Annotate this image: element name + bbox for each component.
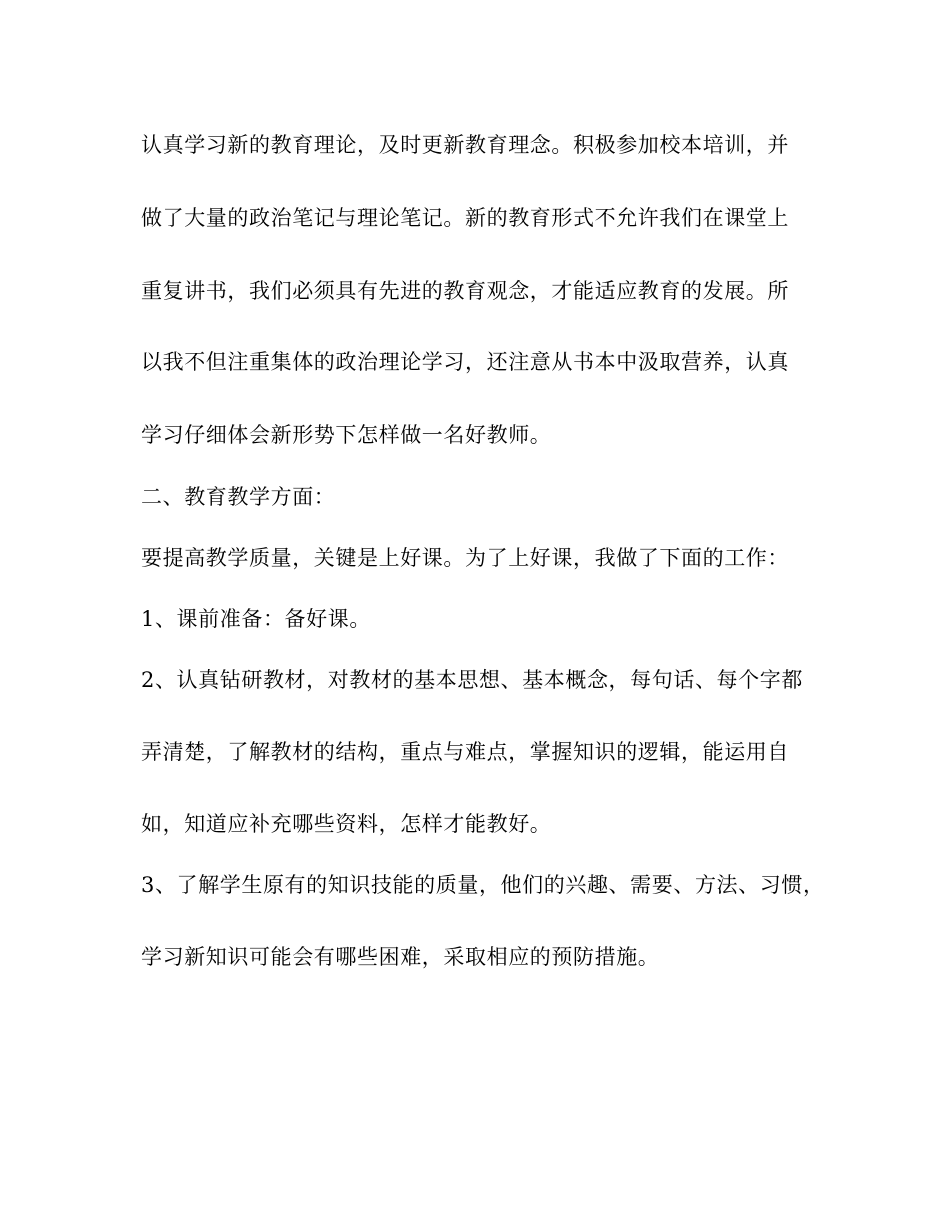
- text-line: 如，知道应补充哪些资料，怎样才能教好。: [141, 812, 552, 836]
- text-line: 重复讲书，我们必须具有先进的教育观念，才能适应教育的发展。所: [141, 279, 789, 303]
- list-item: 2、认真钻研教材，对教材的基本思想、基本概念，每句话、每个字都: [141, 668, 803, 692]
- list-item: 3、了解学生原有的知识技能的质量，他们的兴趣、需要、方法、习惯，: [141, 873, 825, 897]
- text-line: 认真学习新的教育理论，及时更新教育理念。积极参加校本培训，并: [141, 133, 789, 157]
- text-line: 弄清楚，了解教材的结构，重点与难点，掌握知识的逻辑，能运用自: [141, 740, 789, 764]
- text-line: 做了大量的政治笔记与理论笔记。新的教育形式不允许我们在课堂上: [141, 206, 789, 230]
- section-heading: 二、教育教学方面：: [141, 485, 336, 509]
- text-line: 学习仔细体会新形势下怎样做一名好教师。: [141, 423, 552, 447]
- text-line: 要提高教学质量，关键是上好课。为了上好课，我做了下面的工作：: [141, 546, 789, 570]
- text-line: 学习新知识可能会有哪些困难，采取相应的预防措施。: [141, 945, 660, 969]
- text-line: 以我不但注重集体的政治理论学习，还注意从书本中汲取营养，认真: [141, 350, 789, 374]
- list-item: 1、课前准备：备好课。: [141, 607, 371, 631]
